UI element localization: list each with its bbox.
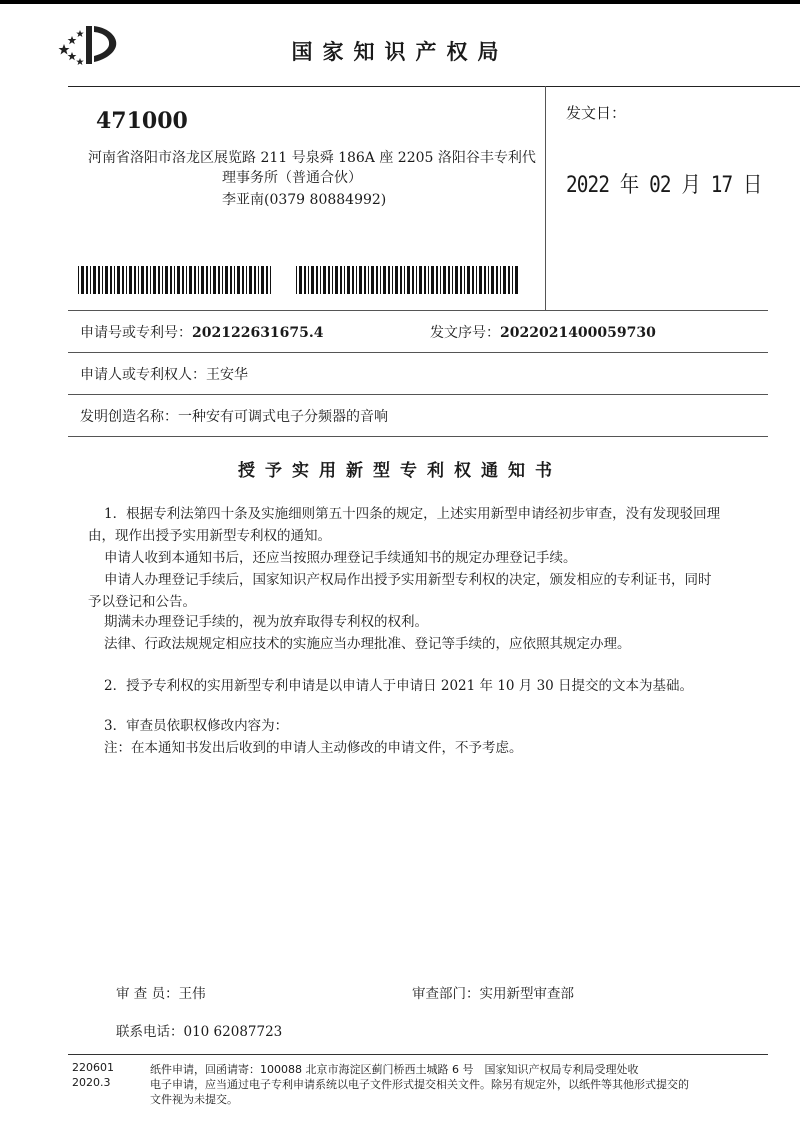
issue-date: 2022 年 02 月 17 日 [566, 173, 762, 198]
barcode-left [78, 266, 274, 294]
row-rule-4 [68, 436, 768, 437]
serial-number-row [430, 322, 656, 342]
examiner-name: 王伟 [178, 986, 206, 1002]
department-name: 实用新型审查部 [479, 986, 574, 1002]
footer-line-3: 文件视为未提交。 [150, 1093, 238, 1106]
paragraph: 1．根据专利法第四十条及实施细则第五十四条的规定，上述实用新型申请经初步审查，没有发现驳回理 [104, 506, 721, 522]
department-row [412, 982, 574, 1002]
phone-label: 联系电话： [116, 1024, 184, 1040]
contact-line: 李亚南(0379 80884992) [222, 192, 387, 208]
row-rule-1 [68, 310, 768, 311]
paragraph: 由，现作出授予实用新型专利权的通知。 [88, 528, 331, 544]
paragraph: 3．审查员依职权修改内容为： [104, 718, 289, 734]
form-version: 2020.3 [72, 1076, 111, 1089]
row-rule-3 [68, 394, 768, 395]
header-rule [68, 86, 800, 87]
applicant-label: 申请人或专利权人： [80, 367, 206, 383]
footer-line-1: 纸件申请，回函请寄：100088 北京市海淀区蓟门桥西土城路 6 号 国家知识产权局专利局受理处收 [150, 1063, 639, 1076]
invention-label: 发明创造名称： [80, 409, 178, 425]
department-label: 审查部门： [412, 986, 480, 1002]
footer-line-2: 电子申请，应当通过电子专利申请系统以电子文件形式提交相关文件。除另有规定外，以纸件等其他形式提交的 [150, 1078, 689, 1091]
serial-number: 2022021400059730 [500, 325, 656, 341]
invention-row [80, 406, 388, 426]
barcode-right [296, 266, 518, 294]
address-line-2: 理事务所（普通合伙） [222, 170, 362, 186]
serial-number-label: 发文序号： [430, 325, 500, 341]
address-line-1: 河南省洛阳市洛龙区展览路 211 号泉舜 186A 座 2205 洛阳谷丰专利代 [88, 150, 536, 166]
paragraph: 申请人收到本通知书后，还应当按照办理登记手续通知书的规定办理登记手续。 [104, 550, 577, 566]
phone-row [116, 1020, 282, 1040]
row-rule-2 [68, 352, 768, 353]
notice-title: 授予实用新型专利权通知书 [238, 461, 562, 481]
paragraph: 2．授予专利权的实用新型专利申请是以申请人于申请日 2021 年 10 月 30 日提交的文本为基础。 [104, 678, 694, 694]
issue-date-label: 发文日： [566, 104, 627, 122]
office-name: 国家知识产权局 [291, 40, 509, 64]
paragraph: 法律、行政法规规定相应技术的实施应当办理批准、登记等手续的，应依照其规定办理。 [104, 636, 631, 652]
footer-rule [68, 1054, 768, 1055]
applicant-name: 王安华 [206, 367, 248, 383]
paragraph: 注：在本通知书发出后收到的申请人主动修改的申请文件，不予考虑。 [104, 740, 523, 756]
box-divider [545, 86, 546, 310]
postcode: 471000 [96, 108, 188, 134]
paragraph: 期满未办理登记手续的，视为放弃取得专利权的权利。 [104, 614, 428, 630]
application-number-label: 申请号或专利号： [80, 325, 192, 341]
examiner-row [116, 982, 206, 1002]
top-border [0, 0, 800, 4]
application-number: 202122631675.4 [192, 325, 324, 341]
phone-number: 010 62087723 [183, 1024, 283, 1040]
cnipa-logo-icon [58, 24, 120, 66]
invention-name: 一种安有可调式电子分频器的音响 [178, 409, 388, 425]
application-number-row [80, 322, 324, 342]
form-code: 220601 [72, 1061, 114, 1074]
examiner-label: 审 查 员： [116, 986, 179, 1002]
applicant-row [80, 364, 248, 384]
paragraph: 予以登记和公告。 [88, 594, 196, 610]
paragraph: 申请人办理登记手续后，国家知识产权局作出授予实用新型专利权的决定，颁发相应的专利证书，同时 [104, 572, 712, 588]
